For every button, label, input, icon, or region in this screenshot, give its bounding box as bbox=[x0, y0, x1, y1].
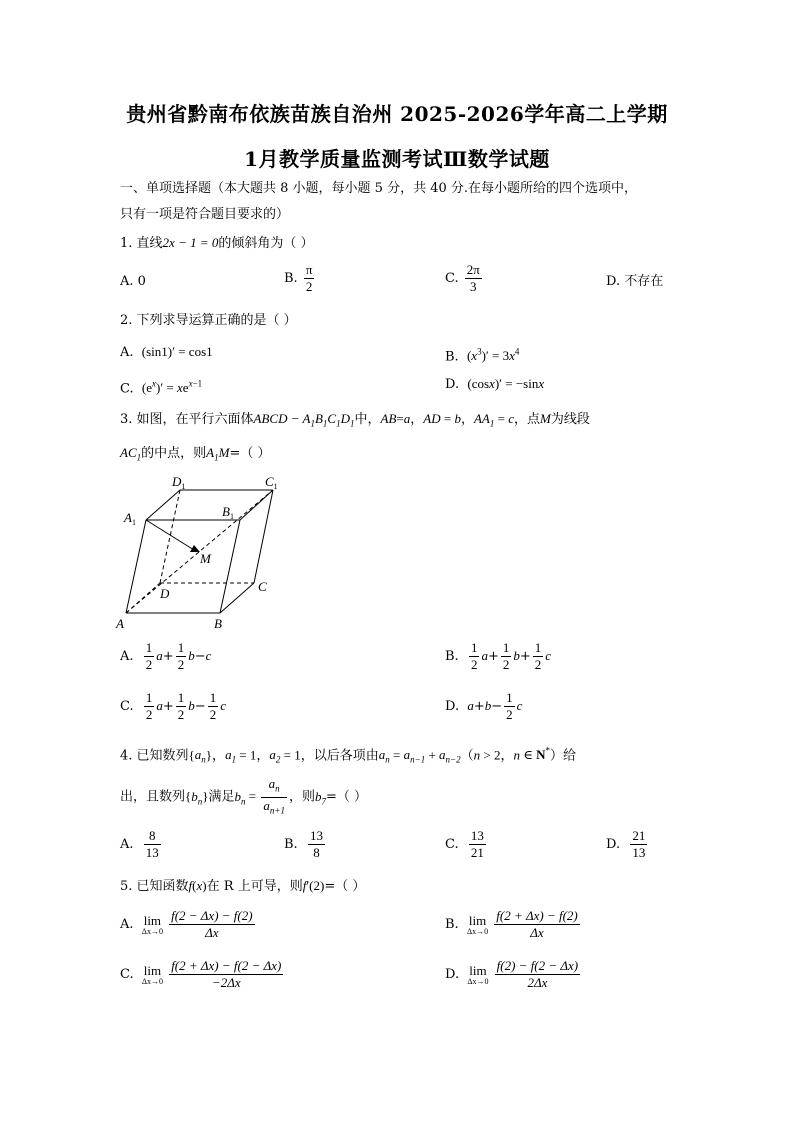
question-5-stem: 5. 已知函数f(x)在 R 上可导，则f′(2)=（ ） bbox=[120, 878, 366, 894]
label-a1: $A_1$ bbox=[124, 510, 136, 527]
label-b1: $B_1$ bbox=[222, 504, 234, 521]
question-3-stem: 3. 如图，在平行六面体ABCD − $A_1B_1C_1D_1$中，AB=a，AD = b，$AA_1 = c$，点M为线段 bbox=[120, 411, 590, 429]
label-c: C bbox=[258, 579, 267, 594]
label-b: B bbox=[214, 616, 222, 630]
label-d: D bbox=[160, 586, 170, 601]
question-4-stem-cont: 出，且数列$\{b_n\}$满足$b_n$ = $\frac{a_n}{a_{n+1}}$ ，则$b_7=$（ ） bbox=[120, 776, 367, 816]
label-d1: $D_1$ bbox=[172, 474, 186, 491]
edge-a1d1 bbox=[146, 490, 180, 520]
q1-option-a: A. 0 bbox=[120, 274, 146, 289]
q5-option-c: C. lim Δx→0 $\frac{f(2 + \Delta x) - f(2 - \Delta x)}{-2\Delta x}$ bbox=[120, 958, 282, 990]
q3-option-c: C. $\frac{1}{2}$ a+ $\frac{1}{2}$ b− $\frac{1}{2}$ c bbox=[120, 690, 226, 722]
q2-option-d: D. (cosx)′ = −sinx bbox=[445, 376, 545, 392]
parallelepiped-figure bbox=[110, 470, 295, 630]
q2-option-c: C. $(e^x)' = xe^{x-1}$ bbox=[120, 379, 203, 397]
exam-title-line2: 1月教学质量监测考试Ⅲ数学试题 bbox=[244, 147, 550, 171]
q5-option-d: D. lim Δx→0 $\frac{f(2) - f(2 - \Delta x)}{2\Delta x}$ bbox=[445, 958, 579, 990]
q2-option-b: B. $(x^3)' = 3x^4$ bbox=[445, 347, 520, 365]
q1-option-b: B. $\frac{\pi}{2}$ bbox=[284, 262, 313, 294]
vector-a1m bbox=[146, 520, 194, 550]
q3-option-a: A. $\frac{1}{2}$ a+ $\frac{1}{2}$ b−c bbox=[120, 640, 212, 672]
q5-option-b: B. lim Δx→0 $\frac{f(2 + \Delta x) - f(2)}{\Delta x}$ bbox=[445, 908, 578, 940]
question-4-stem: 4. 已知数列$\{a_n\}$，$a_1 = 1$，$a_2 = 1$，以后各项由$a_n = a_{n-1} + a_{n-2}(n > 2$，n ∈ N*）给 bbox=[120, 746, 577, 765]
q3-option-b: B. $\frac{1}{2}$ a+ $\frac{1}{2}$ b+ $\frac{1}{2}$ c bbox=[445, 640, 552, 672]
q1-option-c: C. $\frac{2\pi}{3}$ bbox=[445, 262, 480, 294]
question-1-stem: 1. 直线2x − 1 = 0的倾斜角为（ ） bbox=[120, 235, 314, 251]
question-3-stem-cont: $AC_1$的中点，则$A_1M=$（ ） bbox=[120, 445, 271, 463]
section-heading: 一、单项选择题（本大题共 8 小题，每小题 5 分，共 40 分.在每小题所给的四个选项中， bbox=[120, 181, 638, 196]
q1-option-d: D. 不存在 bbox=[606, 274, 664, 289]
q2-option-a: A. (sin1)′ = cos1 bbox=[120, 344, 213, 360]
q5-option-a: A. lim Δx→0 $\frac{f(2 - \Delta x) - f(2)}{\Delta x}$ bbox=[120, 908, 253, 940]
q4-option-b: B. $\frac{13}{8}$ bbox=[284, 828, 323, 860]
question-2-stem: 2. 下列求导运算正确的是（ ） bbox=[120, 313, 297, 328]
section-heading-cont: 只有一项是符合题目要求的） bbox=[120, 207, 290, 222]
q4-option-d: D. $\frac{21}{13}$ bbox=[606, 828, 646, 860]
edge-bb1 bbox=[220, 520, 240, 613]
q3-option-d: D. a+b− $\frac{1}{2}$ c bbox=[445, 690, 523, 722]
q4-option-c: C. $\frac{13}{21}$ bbox=[445, 828, 484, 860]
q4-option-a: A. $\frac{8}{13}$ bbox=[120, 828, 159, 860]
label-m: M bbox=[200, 551, 211, 566]
label-a: A bbox=[116, 616, 124, 630]
label-c1: $C_1$ bbox=[265, 474, 278, 491]
edge-dd1 bbox=[160, 490, 180, 583]
exam-title-line1: 贵州省黔南布依族苗族自治州 2025-2026学年高二上学期 bbox=[126, 102, 668, 126]
